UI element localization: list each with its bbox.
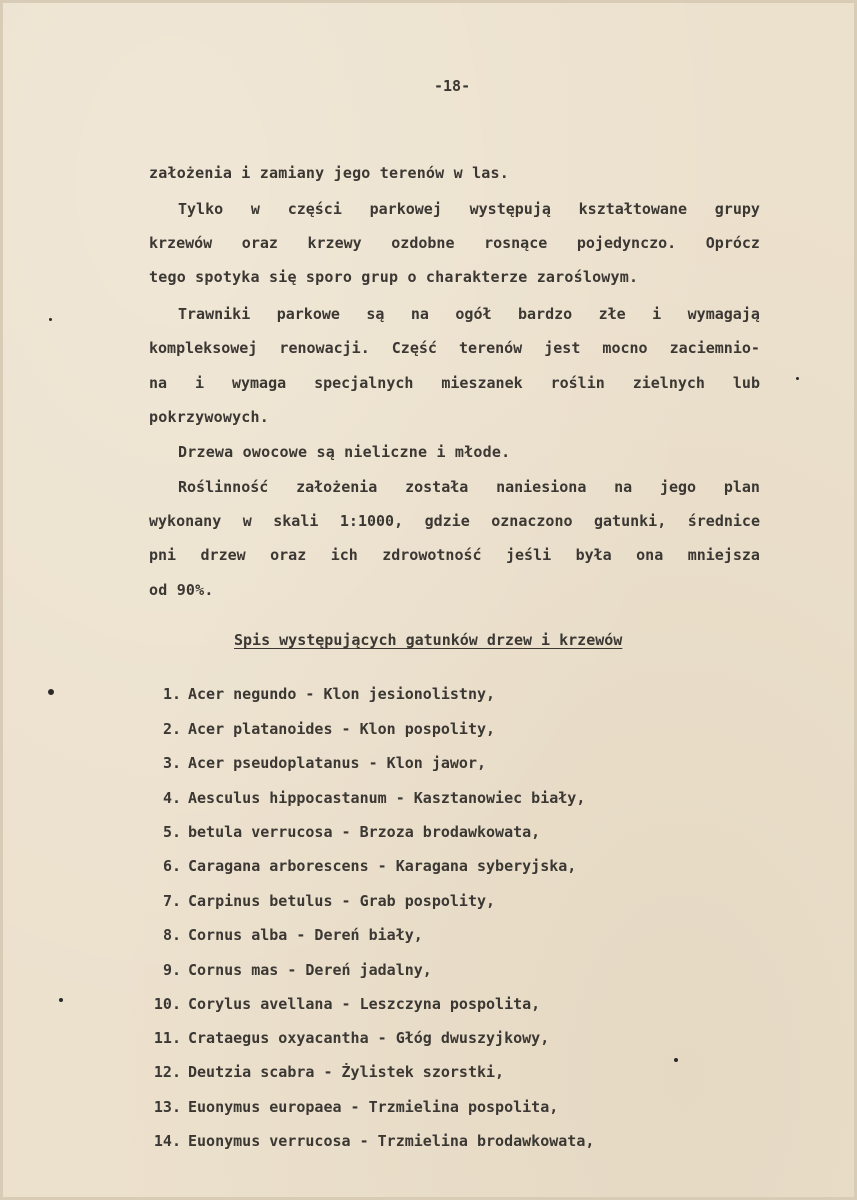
list-item-number: 14. (153, 1132, 181, 1150)
paragraph-line: Drzewa owocowe są nieliczne i młode. (178, 443, 511, 461)
list-item-number: 3. (162, 754, 181, 772)
word: jest (544, 339, 581, 357)
word: w (250, 200, 260, 218)
word: jego (659, 478, 697, 496)
paragraph-line: od 90%. (149, 581, 214, 599)
list-item-number: 1. (162, 685, 181, 703)
list-item-number: 8. (162, 926, 181, 944)
word: 1:1000, (339, 512, 404, 530)
ink-speck (796, 377, 799, 380)
list-item: Carpinus betulus - Grab pospolity, (188, 892, 496, 910)
paragraph-line: tego spotyka się sporo grup o charakterze zaroślowym. (149, 268, 639, 286)
ink-speck (674, 1058, 678, 1062)
word: ona (636, 546, 664, 564)
word: i (195, 374, 205, 392)
word: specjalnych (314, 374, 414, 392)
word: kształtowane (578, 200, 688, 218)
word: oznaczono (491, 512, 573, 530)
list-item-number: 4. (162, 789, 181, 807)
list-item-number: 7. (162, 892, 181, 910)
list-item-number: 12. (153, 1063, 181, 1081)
list-item-number: 2. (162, 720, 181, 738)
word: pojedynczo. (576, 234, 677, 252)
word: Tylko (178, 200, 224, 218)
word: ich (330, 546, 358, 564)
list-item: Cornus mas - Dereń jadalny, (188, 961, 432, 979)
word: parkowe (276, 305, 340, 323)
paragraph-line (149, 338, 760, 358)
word: mocno (602, 339, 648, 357)
word: na (614, 478, 633, 496)
word: renowacji. (279, 339, 370, 357)
list-item: Corylus avellana - Leszczyna pospolita, (188, 995, 541, 1013)
word: lub (732, 374, 760, 392)
word: Trawniki (178, 305, 251, 323)
list-item: Cornus alba - Dereń biały, (188, 926, 423, 944)
paragraph-line (178, 304, 760, 324)
word: naniesiona (496, 478, 587, 496)
word: kompleksowej (149, 339, 258, 357)
word: w (242, 512, 252, 530)
word: są (366, 305, 385, 323)
page-number: -18- (434, 77, 471, 95)
word: i (652, 305, 662, 323)
word: mniejsza (687, 546, 760, 564)
list-heading: Spis występujących gatunków drzew i krzewów (234, 631, 623, 649)
word: grupy (714, 200, 760, 218)
list-item: Euonymus verrucosa - Trzmielina brodawkowata, (188, 1132, 595, 1150)
list-item: Acer pseudoplatanus - Klon jawor, (188, 754, 487, 772)
word: pni (149, 546, 177, 564)
word: oraz (270, 546, 307, 564)
list-item: betula verrucosa - Brzoza brodawkowata, (188, 823, 541, 841)
word: występują (469, 200, 551, 218)
list-item-number: 11. (153, 1029, 181, 1047)
word: zielnych (632, 374, 705, 392)
list-item: Acer negundo - Klon jesionolistny, (188, 685, 496, 703)
word: na (149, 374, 168, 392)
word: wykonany (149, 512, 222, 530)
word: krzewów (149, 234, 213, 252)
paragraph-line (178, 199, 760, 219)
paragraph-line: pokrzywowych. (149, 408, 269, 426)
word: założenia (296, 478, 378, 496)
word: plan (723, 478, 760, 496)
word: wymaga (231, 374, 287, 392)
list-item: Caragana arborescens - Karagana syberyjska, (188, 857, 577, 875)
word: mieszanek (441, 374, 523, 392)
ink-speck (59, 998, 63, 1002)
word: na (410, 305, 429, 323)
word: gatunki, (594, 512, 667, 530)
word: Część (391, 339, 437, 357)
paragraph-line (149, 233, 760, 253)
word: bardzo (517, 305, 573, 323)
paragraph-line (149, 373, 760, 393)
word: rosnące (484, 234, 548, 252)
list-item-number: 9. (162, 961, 181, 979)
word: drzew (200, 546, 246, 564)
word: zaciemnio- (669, 339, 760, 357)
word: Roślinność (178, 478, 269, 496)
list-item: Acer platanoides - Klon pospolity, (188, 720, 496, 738)
word: zdrowotność (382, 546, 482, 564)
paragraph-line (178, 477, 760, 497)
word: wymagają (687, 305, 760, 323)
word: Oprócz (705, 234, 760, 252)
word: terenów (458, 339, 523, 357)
word: części (287, 200, 342, 218)
word: ozdobne (391, 234, 455, 252)
list-item: Crataegus oxyacantha - Głóg dwuszyjkowy, (188, 1029, 550, 1047)
word: średnice (687, 512, 760, 530)
word: ogół (455, 305, 492, 323)
paragraph-line (149, 511, 760, 531)
word: została (405, 478, 469, 496)
list-item: Deutzia scabra - Żylistek szorstki, (188, 1063, 505, 1081)
ink-speck (48, 689, 54, 695)
ink-speck (49, 318, 52, 321)
word: złe (598, 305, 626, 323)
word: była (575, 546, 612, 564)
list-item-number: 5. (162, 823, 181, 841)
word: jeśli (506, 546, 552, 564)
word: parkowej (369, 200, 442, 218)
paragraph-line: założenia i zamiany jego terenów w las. (149, 164, 509, 182)
list-item-number: 6. (162, 857, 181, 875)
list-item: Aesculus hippocastanum - Kasztanowiec biały, (188, 789, 586, 807)
list-item-number: 10. (153, 995, 181, 1013)
word: skali (273, 512, 319, 530)
list-item-number: 13. (153, 1098, 181, 1116)
word: krzewy (307, 234, 362, 252)
list-item: Euonymus europaea - Trzmielina pospolita, (188, 1098, 559, 1116)
word: oraz (241, 234, 278, 252)
word: gdzie (424, 512, 470, 530)
paragraph-line (149, 545, 760, 565)
word: roślin (550, 374, 605, 392)
